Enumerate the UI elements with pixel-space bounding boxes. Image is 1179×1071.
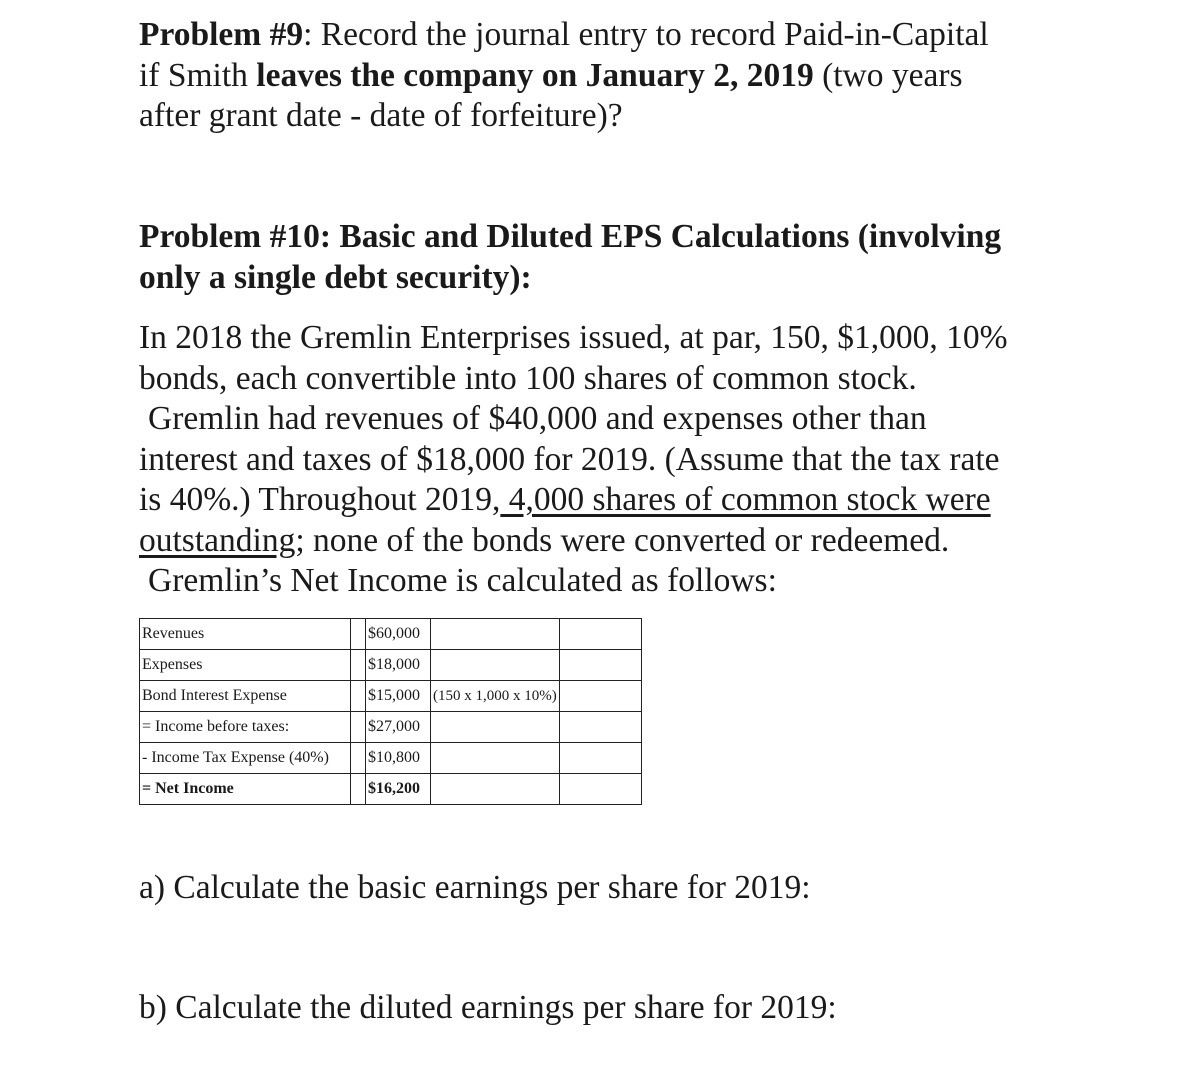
question-b: b) Calculate the diluted earnings per share for 2019: (139, 989, 837, 1026)
question-a: a) Calculate the basic earnings per share for 2019: (139, 869, 811, 906)
row-amount: $16,200 (366, 774, 431, 805)
row-label: = Income before taxes: (140, 712, 351, 743)
problem-9-label: Problem #9 (139, 16, 304, 53)
table-row (140, 743, 642, 774)
row-note (431, 619, 560, 650)
spacer-cell (351, 743, 366, 774)
spacer-cell (351, 619, 366, 650)
row-label: Bond Interest Expense (140, 681, 351, 712)
spacer-cell (351, 681, 366, 712)
net-income-table (139, 618, 642, 805)
row-label: - Income Tax Expense (40%) (140, 743, 351, 774)
table-row (140, 712, 642, 743)
problem-9-line-1: Problem #9: Record the journal entry to record Paid-in-Capital (139, 16, 989, 53)
row-note (431, 650, 560, 681)
spacer-cell (351, 650, 366, 681)
row-label: Revenues (140, 619, 351, 650)
spacer-cell (351, 774, 366, 805)
problem-10-body: In 2018 the Gremlin Enterprises issued, at par, 150, $1,000, 10% bonds, each convertible into 100 shares of common stock. Gremlin had revenues of $40,000 and expenses other than interest and taxes of $18,000 for 2019. (Assume that the tax rate is 40%.) Throughout 2019, 4,000 shares of common stock were outstanding; none of the bonds were converted or redeemed. Gremlin’s Net Income is calculated as follows: (139, 319, 1008, 599)
row-amount: $18,000 (366, 650, 431, 681)
row-note (431, 712, 560, 743)
row-label: Expenses (140, 650, 351, 681)
row-note (431, 743, 560, 774)
empty-cell (559, 681, 641, 712)
row-note (431, 774, 560, 805)
empty-cell (559, 743, 641, 774)
row-label: = Net Income (140, 774, 351, 805)
row-amount: $10,800 (366, 743, 431, 774)
row-note: (150 x 1,000 x 10%) (431, 681, 560, 712)
row-amount: $15,000 (366, 681, 431, 712)
table-row (140, 681, 642, 712)
problem-9-line-3: after grant date - date of forfeiture)? (139, 97, 623, 134)
problem-9 (139, 15, 989, 137)
empty-cell (559, 650, 641, 681)
problem-9-line-2: if Smith leaves the company on January 2, 2019 (two years (139, 56, 963, 94)
table-row (140, 650, 642, 681)
shares-outstanding-line: is 40%.) Throughout 2019, 4,000 shares of common stock were (139, 481, 991, 518)
problem-10-title: Problem #10: Basic and Diluted EPS Calculations (involving only a single debt security): (139, 218, 1002, 296)
empty-cell (559, 712, 641, 743)
table-row (140, 774, 642, 805)
empty-cell (559, 619, 641, 650)
problem-9-emphasis: leaves the company on January 2, 2019 (256, 56, 814, 94)
row-amount: $27,000 (366, 712, 431, 743)
row-amount: $60,000 (366, 619, 431, 650)
table-row (140, 619, 642, 650)
empty-cell (559, 774, 641, 805)
spacer-cell (351, 712, 366, 743)
